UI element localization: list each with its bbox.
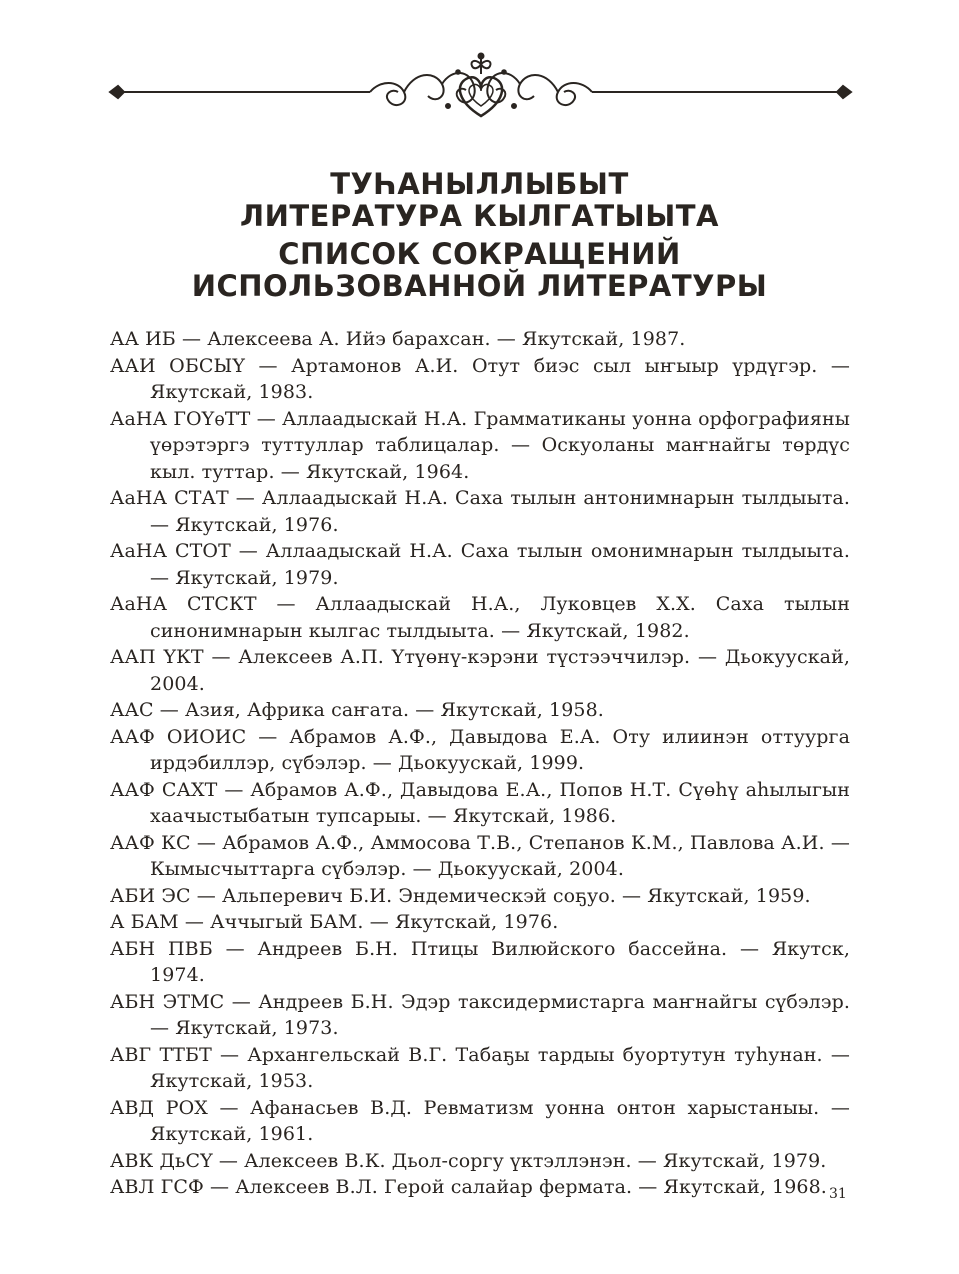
header-ornament: [108, 50, 853, 130]
list-item: АБИ ЭС — Альперевич Б.И. Эндемическэй соҕуо. — Якутскай, 1959.: [110, 884, 811, 907]
title-line-1: ТУҺАНЫЛЛЫБЫТ: [330, 167, 629, 201]
list-item: ААИ ОБСЫҮ — Артамонов А.И. Отут биэс сыл ыҥыыр үрдүгэр. — Якутскай, 1983.: [110, 354, 850, 403]
list-item: АаНА СТОТ — Аллаадыскай Н.А. Саха тылын омонимнарын тылдыыта. — Якутскай, 1979.: [110, 540, 850, 589]
list-item: АаНА ГОҮѳТТ — Аллаадыскай Н.А. Грамматиканы уонна орфографияны үөрэтэргэ туттуллар таблицалар. — Оскуоланы маҥнайгы төрдүс кыл. туттар. — Якутскай, 1964.: [110, 407, 850, 483]
list-item: АБН ЭТМС — Андреев Б.Н. Эдэр таксидермистарга маҥнайгы сүбэлэр. — Якутскай, 1973.: [110, 990, 850, 1039]
list-item: АВГ ТТБТ — Архангельскай В.Г. Табаҕы тардыы буортутун туһунан. — Якутскай, 1953.: [110, 1043, 850, 1092]
title-line-4: ИСПОЛЬЗОВАННОЙ ЛИТЕРАТУРЫ: [191, 269, 768, 303]
title-line-2: ЛИТЕРАТУРА КЫЛГАТЫЫТА: [240, 199, 719, 233]
list-item: АБН ПВБ — Андреев Б.Н. Птицы Вилюйского бассейна. — Якутск, 1974.: [110, 937, 850, 986]
list-item: АА ИБ — Алексеева А. Ийэ барахсан. — Якутскай, 1987.: [110, 328, 686, 350]
abbreviation-list: [110, 326, 850, 1201]
list-item: ААП ҮКТ — Алексеев А.П. Үтүөнү-кэрэни түстээччилэр. — Дьокуускай, 2004.: [110, 646, 850, 695]
list-item: АаНА СТАТ — Аллаадыскай Н.А. Саха тылын антонимнарын тылдыыта. — Якутскай, 1976.: [110, 487, 850, 536]
list-item: ААФ САХТ — Абрамов А.Ф., Давыдова Е.А., Попов Н.Т. Сүөһү аһылыгын хаачыстыбатын тупсарыы. — Якутскай, 1986.: [110, 778, 850, 827]
list-item: АВК ДьСҮ — Алексеев В.К. Дьол-соргу үктэллэнэн. — Якутскай, 1979.: [110, 1149, 827, 1172]
list-item: АВД РОХ — Афанасьев В.Д. Ревматизм уонна онтон харыстаныы. — Якутскай, 1961.: [110, 1096, 850, 1145]
list-item: ААФ КС — Абрамов А.Ф., Аммосова Т.В., Степанов К.М., Павлова А.И. — Кымысчыттарга сүбэлэр. — Дьокуускай, 2004.: [110, 831, 850, 880]
list-item: АаНА СТСКТ — Аллаадыскай Н.А., Луковцев Х.Х. Саха тылын синонимнарын кылгас тылдыыта. — Якутскай, 1982.: [110, 593, 850, 642]
list-item: ААФ ОИОИС — Абрамов А.Ф., Давыдова Е.А. Оту илиинэн оттуурга ирдэбиллэр, сүбэлэр. — Дьокуускай, 1999.: [110, 725, 850, 774]
list-item: АВЛ ГСФ — Алексеев В.Л. Герой салайар фермата. — Якутскай, 1968.: [110, 1176, 827, 1198]
list-item: ААС — Азия, Африка саҥата. — Якутскай, 1958.: [110, 699, 604, 721]
title-line-3: СПИСОК СОКРАЩЕНИЙ: [278, 237, 681, 271]
page-number: 31: [829, 1186, 847, 1202]
page-title: [0, 168, 959, 302]
list-item: А БАМ — Аччыгый БАМ. — Якутскай, 1976.: [110, 911, 559, 933]
